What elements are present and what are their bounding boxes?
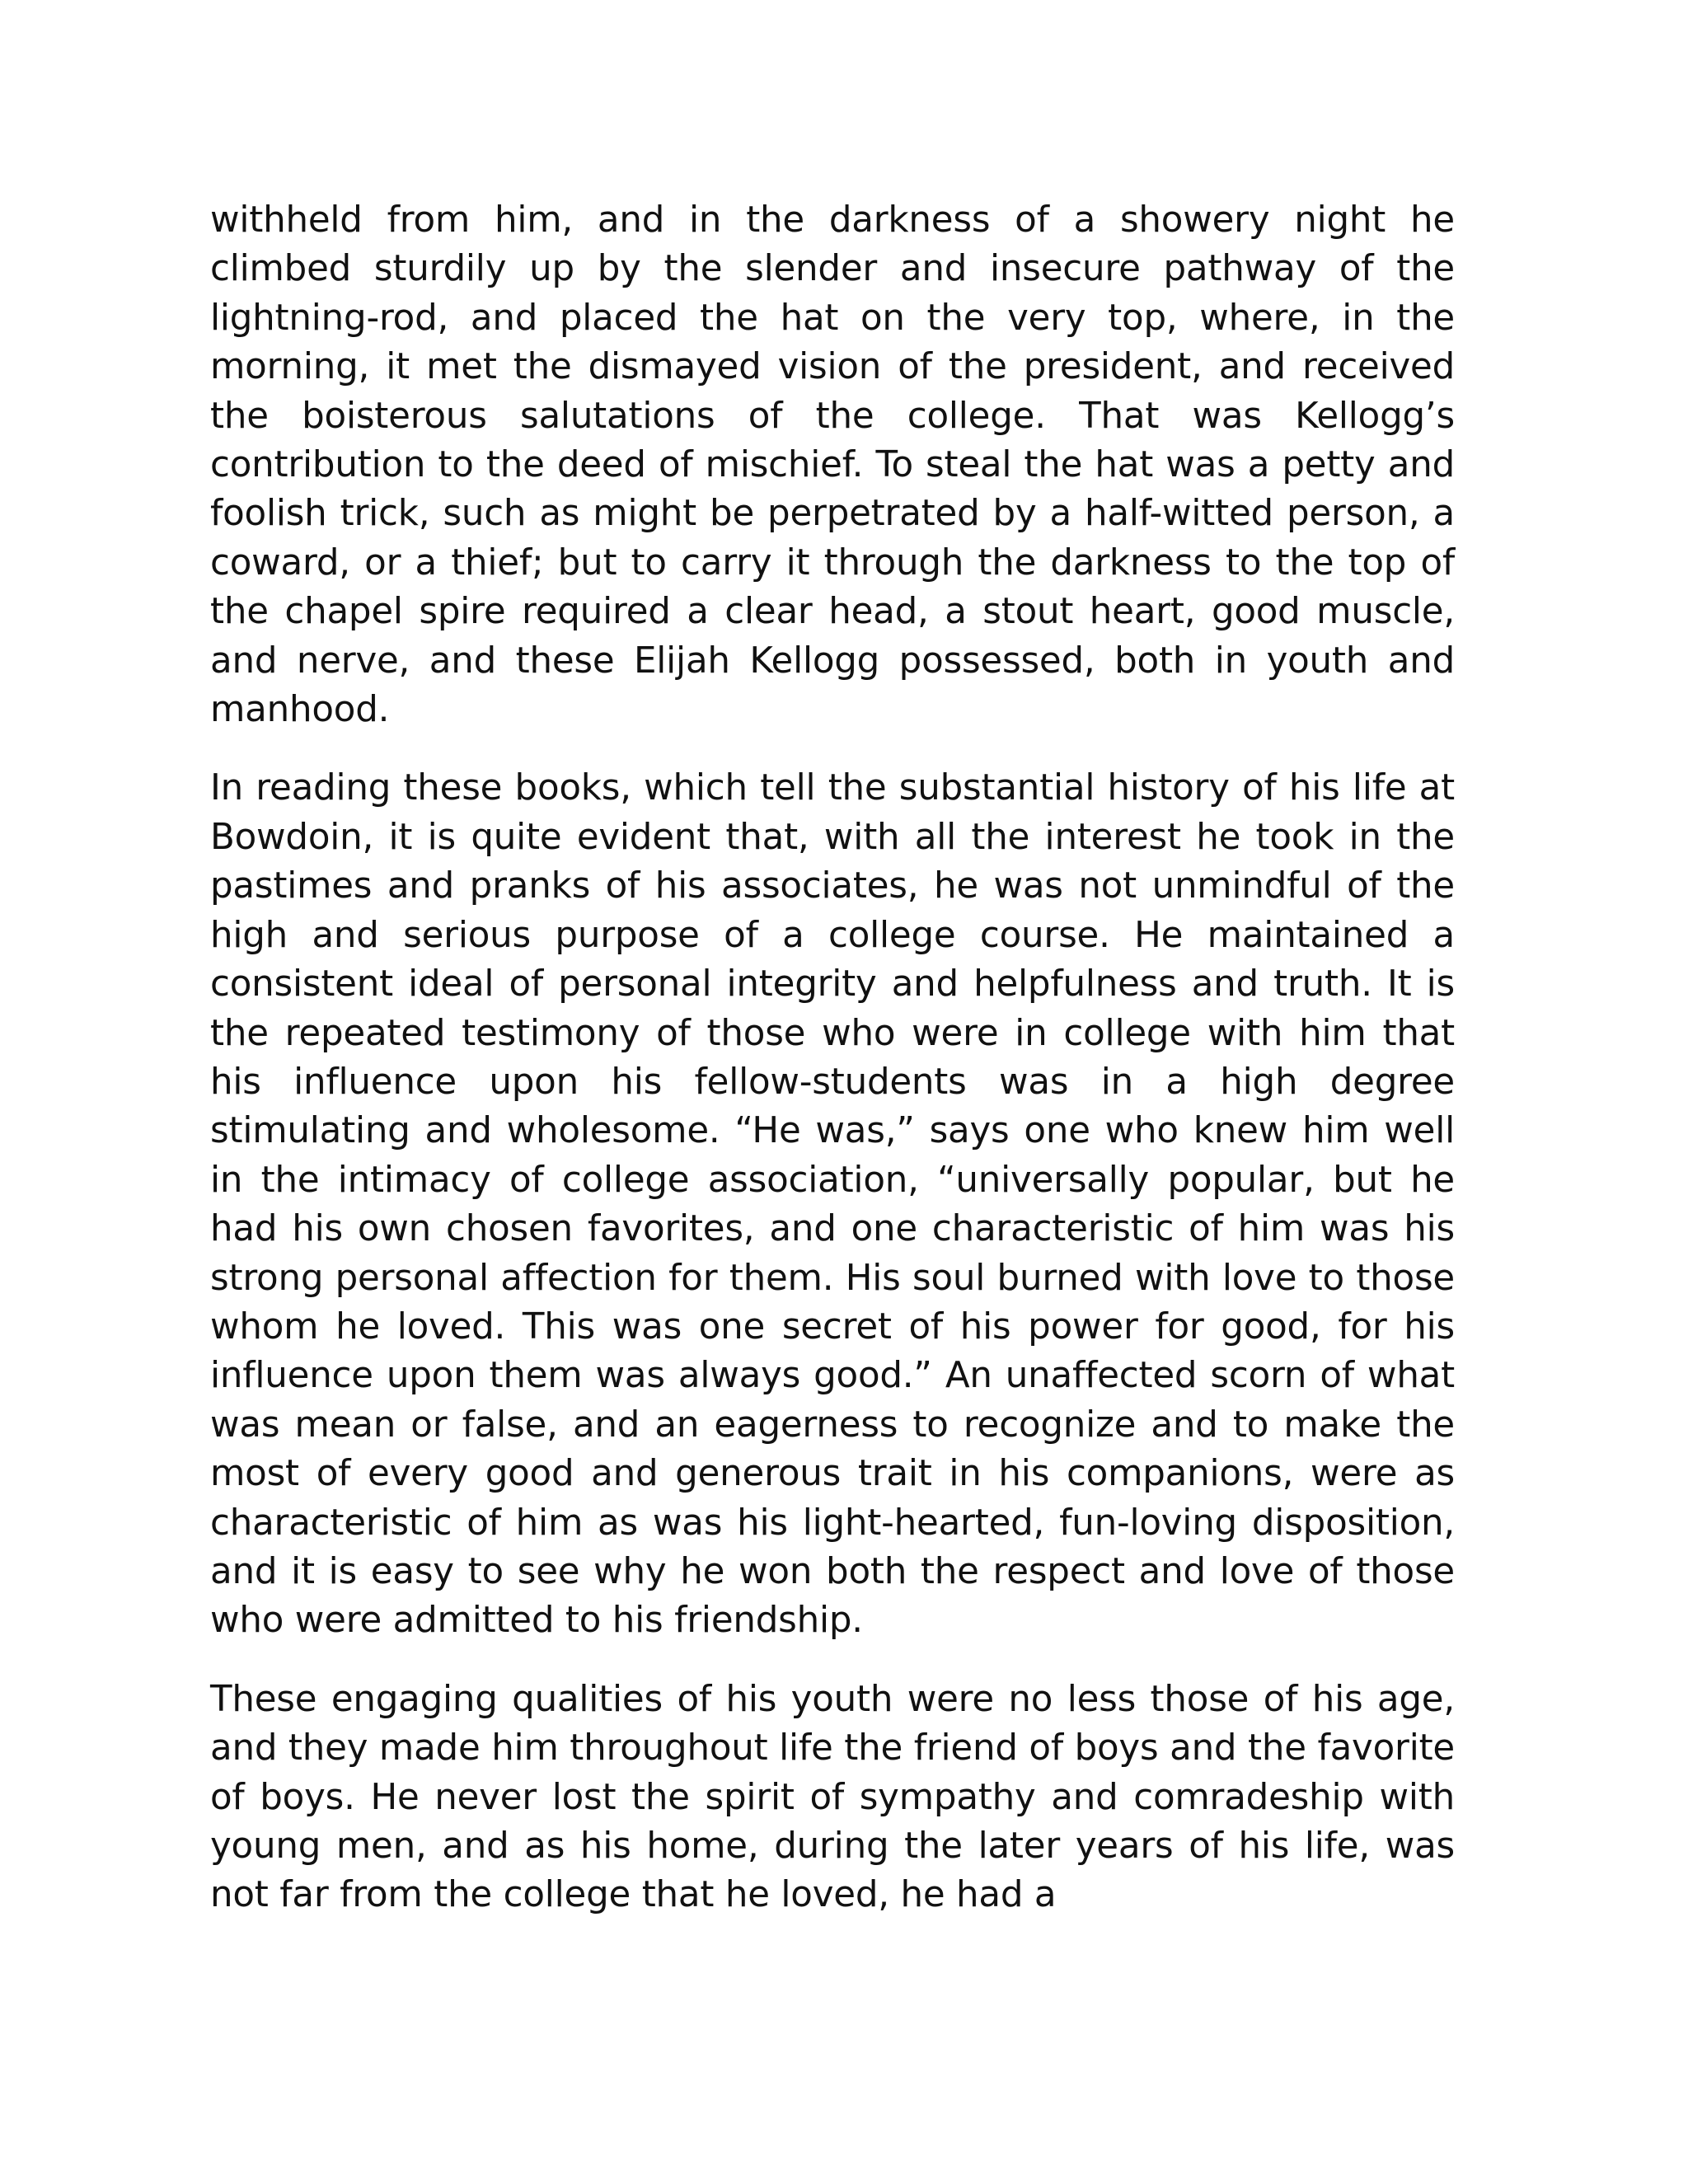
page-body	[210, 196, 1455, 1950]
paragraph-2: In reading these books, which tell the substantial history of his life at Bowdoin, it is quite evident that, with all the interest he took in the pastimes and pranks of his associates, he was not unmindful of the high and serious purpose of a college course. He maintained a consistent ideal of personal integrity and helpfulness and truth. It is the repeated testimony of those who were in college with him that his influence upon his fellow-students was in a high degree stimulating and wholesome. “He was,” says one who knew him well in the intimacy of college association, “universally popular, but he had his own chosen favorites, and one characteristic of him was his strong personal affection for them. His soul burned with love to those whom he loved. This was one secret of his power for good, for his influence upon them was always good.” An unaffected scorn of what was mean or false, and an eagerness to recognize and to make the most of every good and generous trait in his companions, were as characteristic of him as was his light-hearted, fun-loving disposition, and it is easy to see why he won both the respect and love of those who were admitted to his friendship.	[210, 767, 1455, 1642]
paragraph-3: These engaging qualities of his youth were no less those of his age, and they made him throughout life the friend of boys and the favorite of boys. He never lost the spirit of sympathy and comradeship with young men, and as his home, during the later years of his life, was not far from the college that he loved, he had a	[210, 1678, 1455, 1916]
paragraph-1: withheld from him, and in the darkness of a showery night he climbed sturdily up by the slender and insecure pathway of the lightning-rod, and placed the hat on the very top, where, in the morning, it met the dismayed vision of the president, and received the boisterous salutations of the college. That was Kellogg’s contribution to the deed of mischief. To steal the hat was a petty and foolish trick, such as might be perpetrated by a half-witted person, a coward, or a thief; but to carry it through the darkness to the top of the chapel spire required a clear head, a stout heart, good muscle, and nerve, and these Elijah Kellogg possessed, both in youth and manhood.	[210, 199, 1455, 731]
